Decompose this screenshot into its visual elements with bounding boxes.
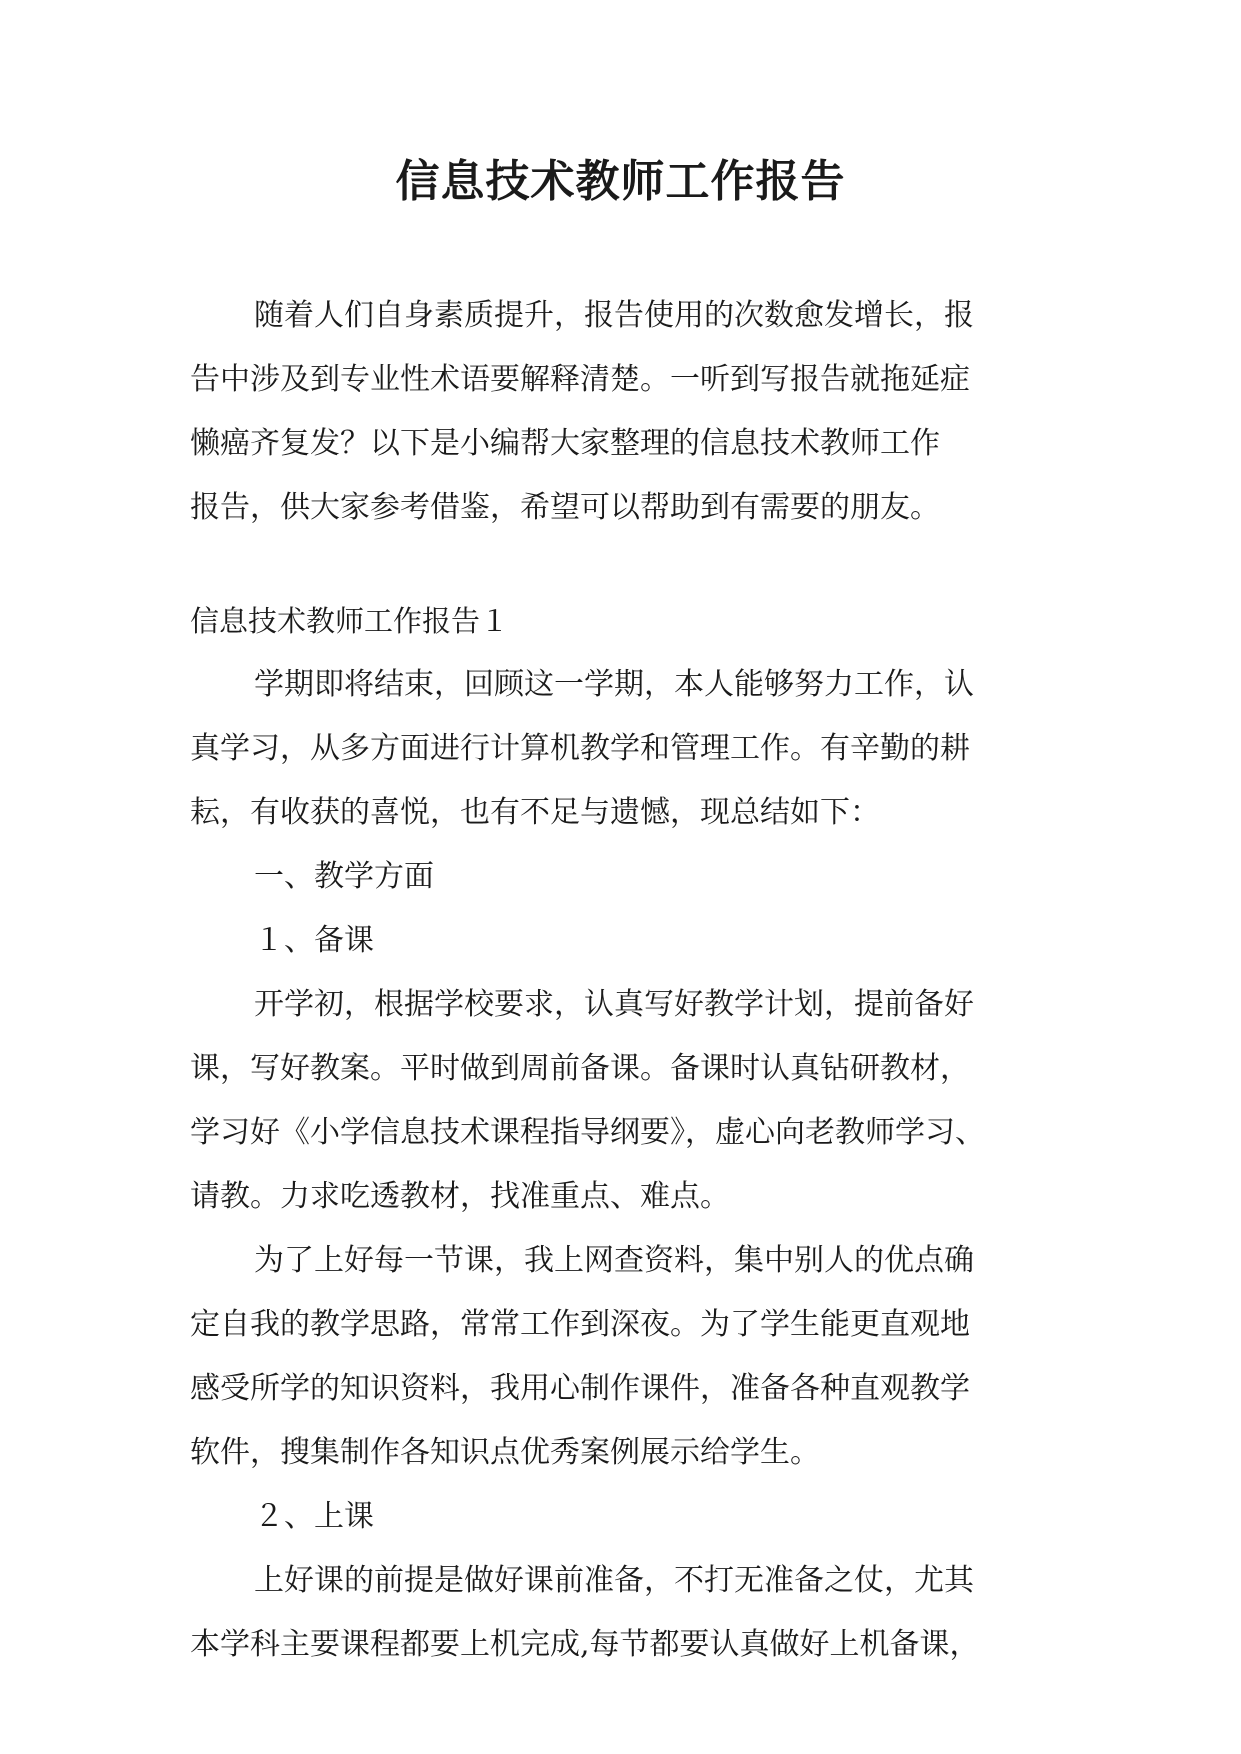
text-line: 随着人们自身素质提升，报告使用的次数愈发增长，报 <box>254 298 974 333</box>
text-line: 学习好《小学信息技术课程指导纲要》，虚心向老教师学习、 <box>190 1115 985 1150</box>
item-heading: ２、上课 <box>254 1499 374 1534</box>
report-intro-paragraph <box>190 653 1050 845</box>
text-line: 感受所学的知识资料，我用心制作课件，准备各种直观教学 <box>190 1371 970 1406</box>
text-line: 为了上好每一节课，我上网查资料，集中别人的优点确 <box>254 1243 974 1278</box>
report-heading: 信息技术教师工作报告１ <box>190 604 510 638</box>
text-line: 告中涉及到专业性术语要解释清楚。一听到写报告就拖延症 <box>190 362 970 397</box>
text-line: 学期即将结束，回顾这一学期，本人能够努力工作，认 <box>254 667 974 702</box>
text-line: 开学初，根据学校要求，认真写好教学计划，提前备好 <box>254 987 974 1022</box>
text-line: 定自我的教学思路，常常工作到深夜。为了学生能更直观地 <box>190 1307 970 1342</box>
text-line: 软件，搜集制作各知识点优秀案例展示给学生。 <box>190 1435 820 1470</box>
item-heading: １、备课 <box>254 923 374 958</box>
section-heading: 一、教学方面 <box>254 859 434 894</box>
document-title: 信息技术教师工作报告 <box>395 156 846 207</box>
text-line: 请教。力求吃透教材，找准重点、难点。 <box>190 1179 730 1214</box>
text-line: 报告，供大家参考借鉴，希望可以帮助到有需要的朋友。 <box>190 490 940 525</box>
text-line: 课，写好教案。平时做到周前备课。备课时认真钻研教材， <box>190 1051 970 1086</box>
item1-paragraph-2 <box>190 1229 1050 1485</box>
text-line: 本学科主要课程都要上机完成,每节都要认真做好上机备课， <box>190 1627 980 1662</box>
item1-paragraph-1 <box>190 973 1050 1229</box>
text-line: 耘，有收获的喜悦，也有不足与遗憾，现总结如下： <box>190 795 880 830</box>
item2-paragraph-1 <box>190 1549 1050 1677</box>
text-line: 懒癌齐复发？以下是小编帮大家整理的信息技术教师工作 <box>190 426 940 461</box>
text-line: 上好课的前提是做好课前准备，不打无准备之仗，尤其 <box>254 1563 974 1598</box>
intro-paragraph <box>190 284 1050 540</box>
text-line: 真学习，从多方面进行计算机教学和管理工作。有辛勤的耕 <box>190 731 970 766</box>
paragraph-gap <box>190 540 1050 589</box>
document-body <box>190 284 1050 1677</box>
